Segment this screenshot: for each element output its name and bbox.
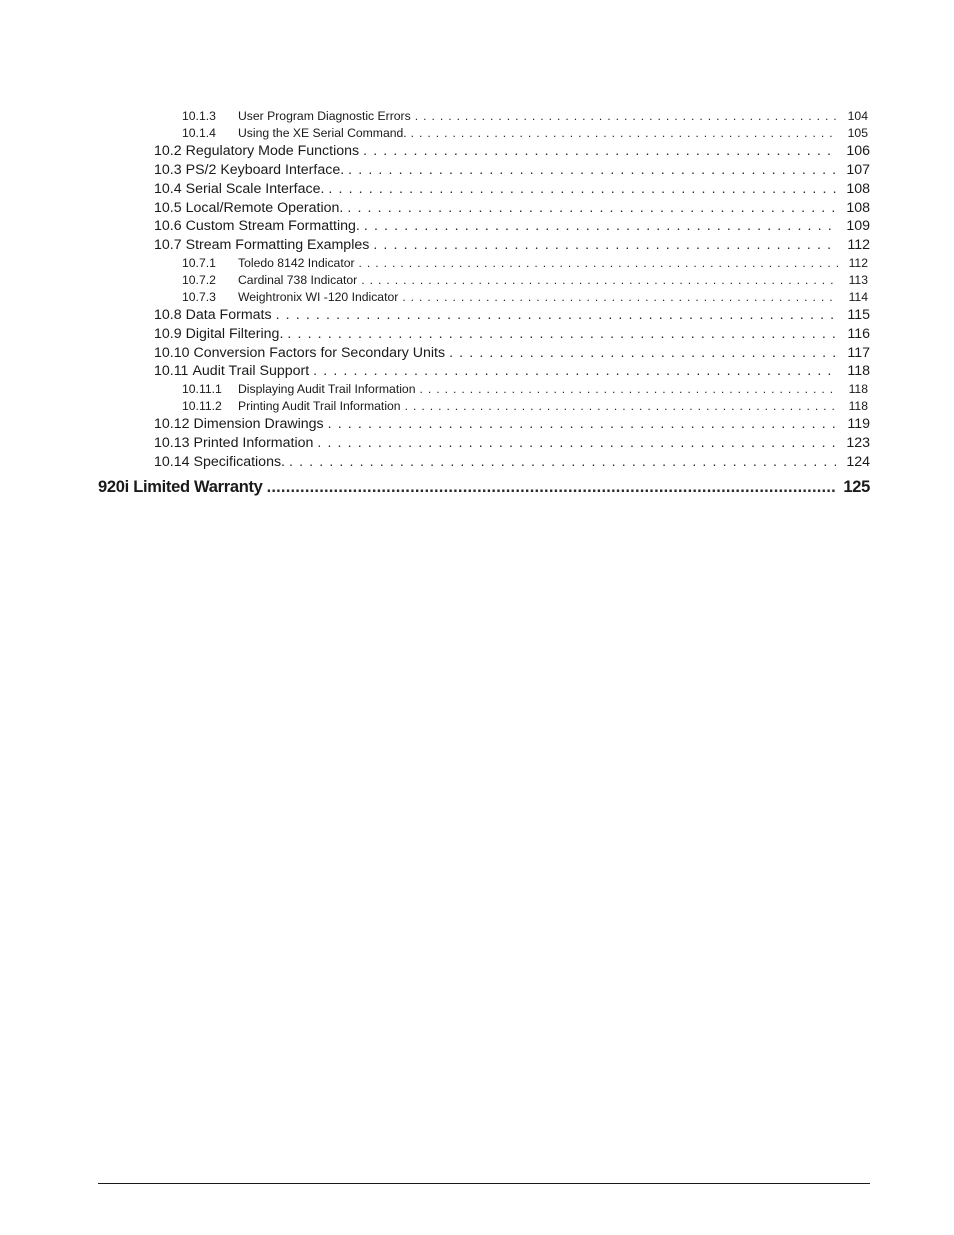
toc-entry-page: 124 (846, 454, 870, 470)
dot-leader (415, 108, 838, 124)
toc-entry-page: 115 (847, 307, 870, 323)
dot-leader (348, 161, 836, 179)
toc-entry-10-6[interactable] (154, 217, 870, 235)
toc-entry-10-12[interactable] (154, 415, 870, 433)
toc-entry-10-4[interactable] (154, 180, 870, 198)
dot-leader (402, 289, 838, 305)
toc-entry-title: Displaying Audit Trail Information (238, 382, 416, 396)
dot-leader (373, 236, 836, 254)
toc-entry-title: Using the XE Serial Command. (238, 126, 407, 140)
toc-entry-number: 10.11.1 (182, 382, 222, 396)
dot-leader (361, 272, 838, 288)
toc-entry-page: 106 (846, 143, 870, 159)
toc-entry-number: 10.3 (154, 162, 182, 178)
toc-entry-title: Cardinal 738 Indicator (238, 273, 358, 287)
toc-entry-number: 10.7.1 (182, 256, 216, 270)
dot-leader (267, 477, 836, 497)
dot-leader (419, 381, 838, 397)
toc-entry-10-11-1[interactable] (182, 381, 868, 397)
toc-entry-10-7-3[interactable] (182, 289, 868, 305)
toc-entry-page: 105 (847, 126, 868, 140)
toc-entry-number: 10.13 (154, 435, 190, 451)
toc-entry-limited-warranty[interactable] (98, 477, 870, 497)
toc-entry-number: 10.14 (154, 454, 190, 470)
toc-entry-10-5[interactable] (154, 199, 870, 217)
toc-entry-page: 123 (846, 435, 870, 451)
toc-entry-number: 10.12 (154, 416, 190, 432)
toc-entry-title: Local/Remote Operation. (185, 200, 344, 216)
dot-leader (328, 180, 836, 198)
toc-entry-title: Dimension Drawings (193, 416, 324, 432)
toc-entry-10-1-3[interactable] (182, 108, 868, 124)
toc-entry-number: 10.4 (154, 181, 182, 197)
toc-entry-title: Printed Information (193, 435, 314, 451)
toc-entry-10-7[interactable] (154, 236, 870, 254)
toc-entry-10-1-4[interactable] (182, 125, 868, 141)
toc-entry-10-14[interactable] (154, 453, 870, 471)
toc-entry-number: 10.5 (154, 200, 182, 216)
toc-entry-title: Regulatory Mode Functions (185, 143, 360, 159)
toc-entry-title: Digital Filtering. (185, 326, 284, 342)
toc-entry-number: 10.8 (154, 307, 182, 323)
toc-entry-page: 125 (843, 478, 870, 496)
toc-entry-title: Serial Scale Interface. (185, 181, 325, 197)
toc-entry-page: 108 (846, 181, 870, 197)
toc-entry-title: Conversion Factors for Secondary Units (193, 345, 446, 361)
dot-leader (313, 362, 836, 380)
toc-entry-page: 118 (848, 399, 868, 413)
dot-leader (328, 415, 836, 433)
toc-entry-title: PS/2 Keyboard Interface. (185, 162, 345, 178)
toc-entry-title: Weightronix WI -120 Indicator (238, 290, 399, 304)
toc-entry-10-9[interactable] (154, 325, 870, 343)
toc-entry-number: 10.10 (154, 345, 190, 361)
toc-entry-10-11[interactable] (154, 362, 870, 380)
toc-entry-10-11-2[interactable] (182, 398, 868, 414)
dot-leader (449, 344, 836, 362)
toc-entry-page: 117 (847, 345, 870, 361)
toc-entry-number: 10.11.2 (182, 399, 222, 413)
dot-leader (347, 199, 836, 217)
toc-entry-page: 108 (846, 200, 870, 216)
toc-entry-page: 119 (847, 416, 870, 432)
dot-leader (317, 434, 836, 452)
toc-entry-page: 118 (847, 363, 870, 379)
toc-entry-number: 10.6 (154, 218, 182, 234)
dot-leader (287, 325, 836, 343)
toc-entry-page: 107 (846, 162, 870, 178)
toc-entry-number: 10.1.4 (182, 126, 216, 140)
dot-leader (405, 398, 838, 414)
toc-entry-title: User Program Diagnostic Errors (238, 109, 411, 123)
toc-entry-10-7-2[interactable] (182, 272, 868, 288)
dot-leader (359, 255, 838, 271)
toc-entry-10-8[interactable] (154, 306, 870, 324)
toc-entry-10-10[interactable] (154, 344, 870, 362)
toc-entry-number: 10.11 (154, 363, 189, 379)
toc-entry-number: 10.7.2 (182, 273, 216, 287)
toc-entry-title: Toledo 8142 Indicator (238, 256, 355, 270)
toc-entry-title: Data Formats (185, 307, 272, 323)
toc-entry-page: 112 (847, 237, 870, 253)
toc-entry-number: 10.7 (154, 237, 182, 253)
toc-entry-number: 10.9 (154, 326, 182, 342)
toc-entry-page: 109 (846, 218, 870, 234)
toc-entry-page: 112 (848, 256, 868, 270)
toc-entry-number: 10.7.3 (182, 290, 216, 304)
dot-leader (363, 142, 836, 160)
toc-entry-page: 113 (848, 273, 868, 287)
toc-entry-number: 10.2 (154, 143, 182, 159)
toc-entry-title: Audit Trail Support (192, 363, 310, 379)
dot-leader (411, 125, 838, 141)
toc-entry-title: 920i Limited Warranty (98, 478, 263, 496)
toc-entry-number: 10.1.3 (182, 109, 216, 123)
toc-entry-page: 114 (848, 290, 868, 304)
toc-entry-page: 104 (847, 109, 868, 123)
toc-entry-page: 116 (847, 326, 870, 342)
dot-leader (289, 453, 836, 471)
toc-entry-title: Stream Formatting Examples (185, 237, 370, 253)
toc-entry-10-13[interactable] (154, 434, 870, 452)
toc-entry-10-3[interactable] (154, 161, 870, 179)
dot-leader (364, 217, 836, 235)
toc-entry-10-7-1[interactable] (182, 255, 868, 271)
toc-entry-title: Specifications. (193, 454, 285, 470)
toc-entry-title: Printing Audit Trail Information (238, 399, 401, 413)
footer-rule (98, 1183, 870, 1184)
toc-entry-10-2[interactable] (154, 142, 870, 160)
dot-leader (276, 306, 836, 324)
toc-entry-page: 118 (848, 382, 868, 396)
toc-entry-title: Custom Stream Formatting. (185, 218, 360, 234)
